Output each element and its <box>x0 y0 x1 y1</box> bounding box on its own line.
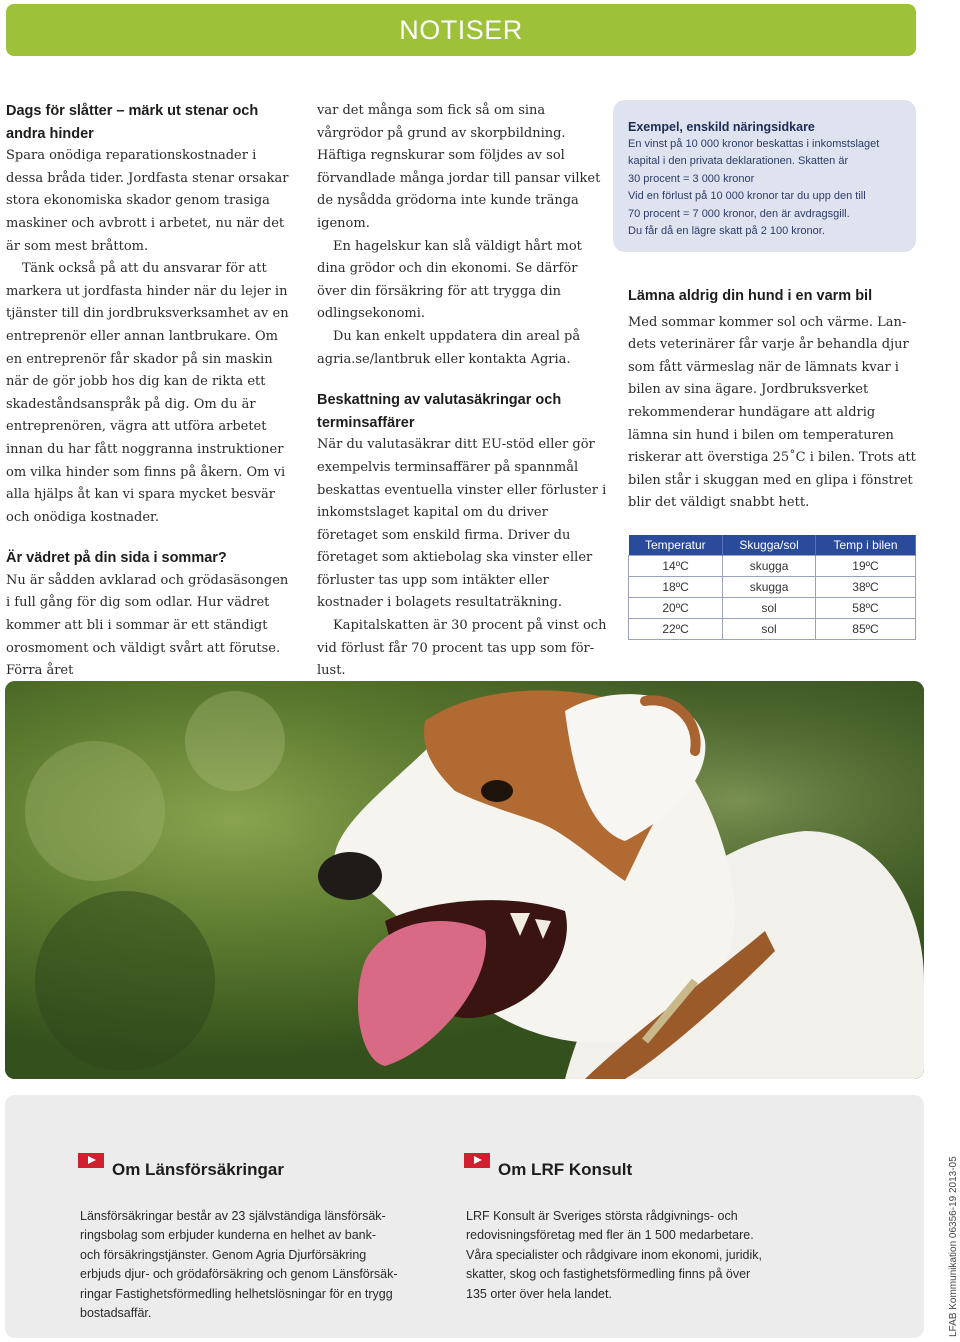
footer-line: ringar Fastighetsförmedling helhetslösningar för en trygg <box>80 1286 393 1301</box>
arrow-flag-icon <box>464 1153 490 1168</box>
table-cell: skugga <box>723 556 816 577</box>
column-left <box>6 100 296 683</box>
footer-line: redovisningsföretag med fler än 1 500 medarbetare. <box>466 1228 754 1243</box>
table-row <box>629 577 916 598</box>
table-cell: sol <box>723 598 816 619</box>
infobox-line: Du får då en lägre skatt på 2 100 kronor. <box>628 225 825 238</box>
table-cell: 20ºC <box>629 598 723 619</box>
table-cell: 14ºC <box>629 556 723 577</box>
article-paragraph: När du valutasäkrar ditt EU-stöd eller gör exempelvis terminsaffärer på spannmål beskattas eventuella vinster eller förluster i inkomstslaget kapital om du driver företaget som enskild firma. Driver du företaget som aktiebolag ska vinster eller förluster tas upp som intäkter eller kostnader i bolagets resultaträkning. <box>317 437 607 611</box>
footer-line: bostadsaffär. <box>80 1306 152 1321</box>
article-heading-vadret: Är vädret på din sida i sommar? <box>6 550 227 567</box>
side-credit-text: LFAB Kommunikation 06356-19 2013-05 <box>948 1156 959 1337</box>
table-header: Temp i bilen <box>815 535 915 556</box>
infobox-line: 30 procent = 3 000 kronor <box>628 172 755 185</box>
table-cell: 22ºC <box>629 619 723 640</box>
table-header-row <box>629 535 916 556</box>
footer-lansforsakringar <box>80 1153 440 1323</box>
footer-heading: Om LRF Konsult <box>498 1160 633 1179</box>
footer-line: skatter, skog och fastighetsförmedling finns på över <box>466 1267 751 1282</box>
table-cell: sol <box>723 619 816 640</box>
table-header: Skugga/sol <box>723 535 816 556</box>
dog-article <box>628 285 918 515</box>
footer-line: 135 orter över hela landet. <box>466 1286 612 1301</box>
infobox-line: kapital i den privata deklarationen. Skatten är <box>628 155 849 168</box>
side-credit <box>948 1119 960 1339</box>
infobox-line: En vinst på 10 000 kronor beskattas i inkomstslaget <box>628 138 880 150</box>
notiser-banner <box>6 4 916 56</box>
example-infobox <box>613 100 916 252</box>
infobox-line: 70 procent = 7 000 kronor, den är avdragsgill. <box>628 207 850 220</box>
table-cell: skugga <box>723 577 816 598</box>
column-middle <box>317 100 607 683</box>
footer-line: och försäkringstjänster. Genom Agria Djurförsäkring <box>80 1247 367 1262</box>
table-cell: 85ºC <box>815 619 915 640</box>
article-heading-beskattning: Beskattning av valutasäkringar och terminsaffärer <box>317 392 562 431</box>
article-paragraph: var det många som fick så om sina vårgrödor på grund av skorpbildning. Häftiga regnskurar som följdes av sol förvandlade många jordar till pansar vilket de nysådda grödorna inte kunde tränga igenom. <box>317 103 601 231</box>
article-paragraph: Nu är sådden avklarad och grödasäsongen i full gång för dig som odlar. Hur vädret kommer att bli i sommar är ett ständigt orosmoment och väldigt svårt att förutse. Förra året <box>6 572 289 679</box>
article-heading-hund: Lämna aldrig din hund i en varm bil <box>628 288 873 304</box>
infobox-line: Vid en förlust på 10 000 kronor tar du upp den till <box>628 190 866 203</box>
footer-line: Länsförsäkringar består av 23 självständiga länsförsäk- <box>80 1209 386 1223</box>
article-paragraph: Tänk också på att du ansvarar för att markera ut jordfasta hinder när du lejer in tjänster till din jordbruksverksamhet av en entreprenör eller annan lantbrukare. Om en entreprenör får skador på sin maskin när de gör jobb hos dig kan de rikta ett skadeståndsanspråk på dig. Om du är entreprenören, vägra att utföra arbetet innan du har fått noggranna instruktioner om vilka hinder som finns på åkern. Om vi alla hjälps åt kan vi spara mycket besvär och onödiga kostnader. <box>6 261 289 525</box>
footer-line: ringsbolag som erbjuder kunderna en helhet av bank- <box>80 1228 377 1243</box>
table-cell: 58ºC <box>815 598 915 619</box>
table-cell: 18ºC <box>629 577 723 598</box>
table-row <box>629 598 916 619</box>
temperature-table <box>628 535 916 640</box>
article-paragraph: En hagelskur kan slå väldigt hårt mot dina grödor och din ekonomi. Se därför över din försäkring för att trygga din odlingsekonomi. <box>317 238 582 322</box>
article-paragraph: Kapitalskatten är 30 procent på vinst och vid förlust får 70 procent tas upp som förlust. <box>317 618 607 679</box>
article-paragraph: Du kan enkelt uppdatera din areal på agria.se/lantbruk eller kontakta Agria. <box>317 328 581 367</box>
footer-line: erbjuds djur- och grödaförsäkring och genom Länsförsäk- <box>80 1267 398 1282</box>
footer-line: LRF Konsult är Sveriges största rådgivnings- och <box>466 1209 738 1223</box>
arrow-flag-icon <box>78 1153 104 1168</box>
table-row <box>629 619 916 640</box>
table-header: Temperatur <box>629 535 723 556</box>
dog-photo <box>5 681 924 1079</box>
table-row <box>629 556 916 577</box>
table-cell: 19ºC <box>815 556 915 577</box>
article-heading-slatter: Dags för slåtter – märk ut stenar och andra hinder <box>6 103 259 142</box>
footer-line: Våra specialister och rådgivare inom ekonomi, juridik, <box>466 1247 762 1262</box>
footer-lrf-konsult <box>466 1153 826 1304</box>
banner-title: NOTISER <box>399 14 523 45</box>
dog-illustration <box>5 681 924 1079</box>
article-paragraph: Spara onödiga reparationskostnader i dessa bråda tider. Jordfasta stenar orsakar stora ekonomiska skador genom trasiga maskiner och avbrott i arbetet, nu när det är som mest bråttom. <box>6 148 289 254</box>
article-paragraph: Med sommar kommer sol och värme. Landets veterinärer får varje år behandla djur som fått värmeslag när de lämnats kvar i bilen av sina ägare. Jordbruksverket rekommenderar hundägare att aldrig lämna sin hund i bilen om temperaturen riskerar att överstiga 25˚C i bilen. Trots att bilen står i skuggan med en glipa i fönstret blir det väldigt snabbt hett. <box>628 314 916 511</box>
infobox-title: Exempel, enskild näringsidkare <box>628 120 815 134</box>
table-cell: 38ºC <box>815 577 915 598</box>
footer-heading: Om Länsförsäkringar <box>112 1160 284 1179</box>
